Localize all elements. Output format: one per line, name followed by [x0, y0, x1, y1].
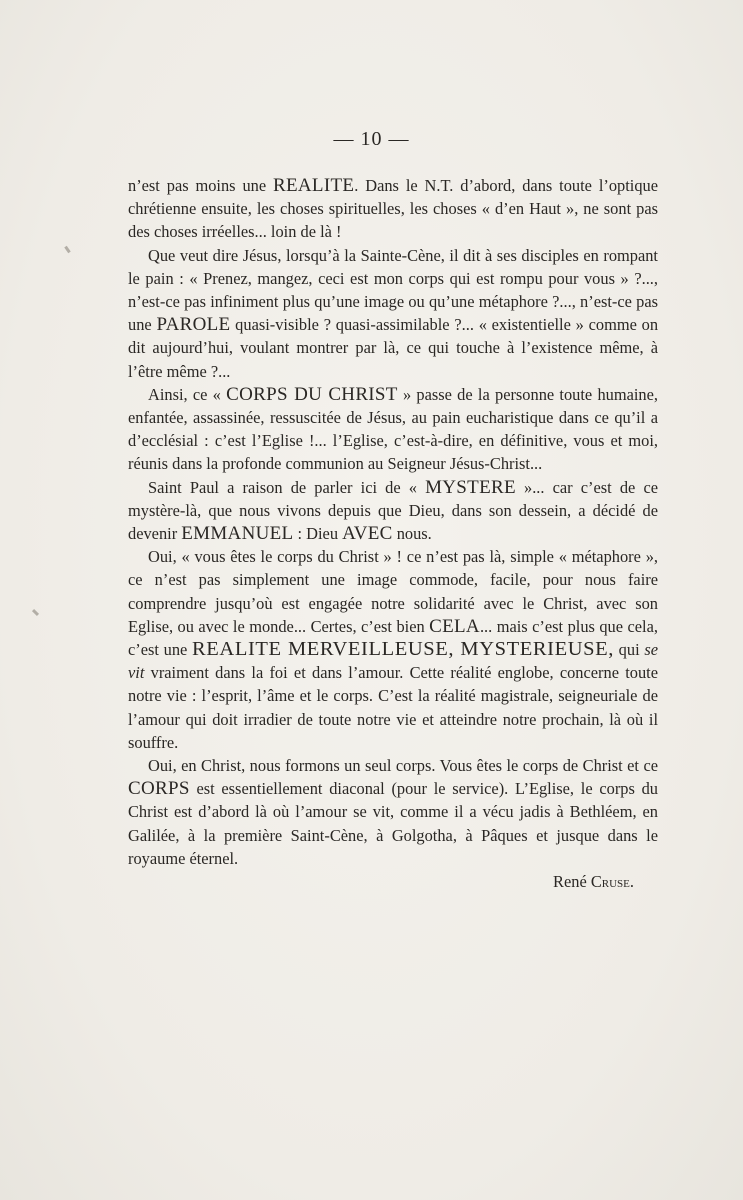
paragraph: [128, 174, 658, 244]
paragraph-text: ... mais c’est plus que cela, c’est une: [128, 616, 658, 660]
emphasis-text: se vit: [128, 640, 658, 683]
emphasis-text: MYSTERE: [425, 476, 516, 498]
paragraph-text: » passe de la personne toute humaine, enfantée, assassinée, ressuscitée de Jésus, au pain eucharistique dans ce qu’il a d’ecclésial : c’est l’Eglise !... l’Eglise, c’est-à-dire, en définitive, vous et moi, réunis dans la profonde communion au Seigneur Jésus-Christ...: [128, 384, 659, 474]
emphasis-text: REALITE: [273, 175, 355, 196]
signature-first-name: René: [553, 872, 591, 892]
emphasis-text: CELA: [429, 615, 480, 637]
author-signature: [128, 870, 658, 893]
signature-period: .: [629, 872, 634, 892]
paragraph-text: Ainsi, ce «: [148, 384, 227, 404]
paragraph-text: Oui, en Christ, nous formons un seul corps. Vous êtes le corps de Christ et ce: [148, 756, 658, 776]
signature-last-name: Cruse: [590, 872, 630, 892]
paragraph-text: n’est pas moins une: [128, 176, 274, 195]
emphasis-text: CORPS DU CHRIST: [226, 383, 398, 405]
paragraph-text: est essentiellement diaconal (pour le service). L’Eglise, le corps du Christ est d’abord là où l’amour se vit, comme il a vécu jadis à Bethléem, en Galilée, à la première Saint-Cène, à Golgotha, à Pâques et jusque dans le royaume éternel.: [128, 779, 658, 868]
page-number: — 10 —: [333, 128, 410, 150]
paragraph: [128, 754, 658, 870]
paragraph-text: nous.: [392, 524, 432, 544]
paragraph: [128, 244, 658, 383]
paragraph-text: vraiment dans la foi et dans l’amour. Cette réalité englobe, concerne toute notre vie : l’esprit, l’âme et le corps. C’est la réalité magistrale, seigneuriale de l’amour qui doit irradier de toute notre vie et atteindre notre prochain, là où il souffre.: [128, 663, 658, 752]
paragraph-text: qui: [613, 640, 645, 660]
paragraph-text: Saint Paul a raison de parler ici de «: [148, 477, 426, 497]
paragraph-text: : Dieu: [293, 524, 343, 544]
paragraph-text: Oui, « vous êtes le corps du Christ » ! ce n’est pas là, simple « métaphore », ce n’est pas simplement une image commode, facile, pour nous faire comprendre jusqu’où est engagée notre solidarité avec le Christ, avec son Eglise, ou avec le monde... Certes, c’est bien: [128, 547, 658, 636]
paragraph: [128, 383, 658, 476]
paper-speck: [32, 609, 39, 616]
paragraph: [128, 476, 658, 546]
paragraph: [128, 545, 658, 754]
paragraph-text: quasi-visible ? quasi-assimilable ?... « existentielle » comme on dit aujourd’hui, voulant montrer par là, ce qui touche à l’existence même, à l’être même ?...: [128, 315, 659, 381]
paragraph-text: . Dans le N.T. d’abord, dans toute l’optique chrétienne ensuite, les choses spirituelles, les choses « d’en Haut », ne sont pas des choses irréelles... loin de là !: [128, 176, 659, 242]
emphasis-text: REALITE MERVEILLEUSE, MYSTERIEUSE,: [192, 638, 614, 661]
emphasis-text: EMMANUEL: [181, 523, 294, 545]
body-text: [128, 174, 658, 893]
paragraph-text: »... car c’est de ce mystère-là, que nous vivons depuis que Dieu, dans son dessein, a décidé de devenir: [128, 477, 658, 544]
emphasis-text: AVEC: [342, 523, 393, 545]
emphasis-text: CORPS: [128, 778, 190, 800]
emphasis-text: PAROLE: [156, 314, 231, 336]
paper-speck: [64, 246, 70, 253]
paragraph-text: Que veut dire Jésus, lorsqu’à la Sainte-Cène, il dit à ses disciples en rompant le pain : « Prenez, mangez, ceci est mon corps qui est rompu pour vous » ?..., n’est-ce pas infiniment plus qu’une image ou qu’une métaphore ?..., n’est-ce pas une: [128, 245, 658, 335]
